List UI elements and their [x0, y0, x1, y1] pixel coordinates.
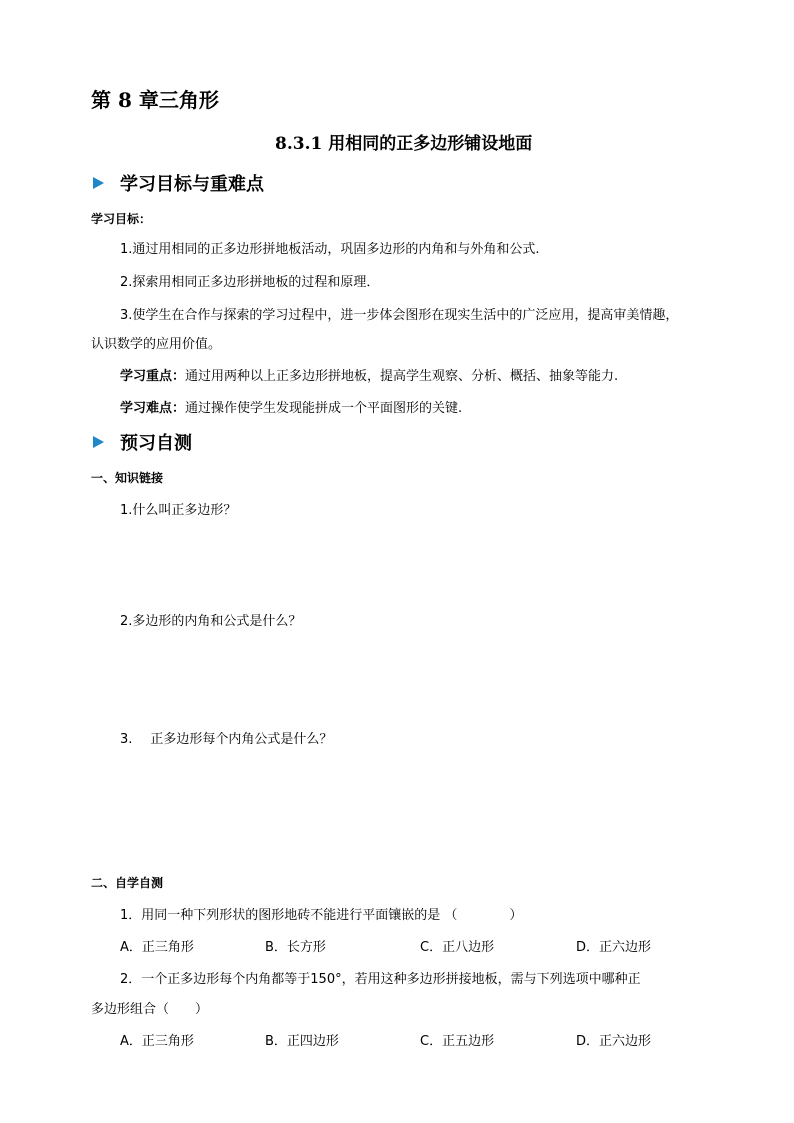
goal-item-2: 2.探索用相同正多边形拼地板的过程和原理． — [120, 275, 380, 290]
goals-section-heading — [93, 170, 264, 196]
q1-option-b: B．长方形 — [265, 940, 326, 955]
knowledge-question-3-text: 正多边形每个内角公式是什么？ — [150, 732, 333, 747]
q2-option-c: C．正五边形 — [420, 1034, 495, 1049]
self-test-question-2-line-2: 多边形组合（ ） — [91, 1002, 209, 1017]
q2-option-b: B．正四边形 — [265, 1034, 339, 1049]
goals-label: 学习目标： — [91, 212, 152, 226]
goal-item-3-line-1: 3.使学生在合作与探索的学习过程中，进一步体会图形在现实生活中的广泛应用，提高审美情趣， — [120, 308, 679, 323]
self-test-question-1: 1．用同一种下列形状的图形地砖不能进行平面镶嵌的是 （ ） — [120, 908, 523, 923]
preview-heading-text: 预习自测 — [120, 433, 192, 454]
q1-option-c: C．正八边形 — [420, 940, 495, 955]
knowledge-question-1: 1.什么叫正多边形？ — [120, 503, 237, 518]
key-point-label: 学习重点： — [120, 369, 186, 384]
difficult-point-text: 通过操作使学生发现能拼成一个平面图形的关键. — [185, 401, 463, 416]
preview-section-heading — [93, 429, 192, 455]
knowledge-question-3 — [120, 728, 332, 747]
q1-option-a: A．正三角形 — [120, 940, 194, 955]
difficult-point — [120, 397, 462, 416]
q2-option-a: A．正三角形 — [120, 1034, 194, 1049]
goal-item-3-line-2: 认识数学的应用价值。 — [91, 337, 222, 352]
triangle-bullet-icon — [93, 436, 104, 448]
self-test-heading: 二、自学自测 — [91, 876, 164, 890]
lesson-title: 8.3.1 用相同的正多边形铺设地面 — [275, 134, 533, 154]
knowledge-heading: 一、知识链接 — [91, 471, 164, 485]
key-point — [120, 365, 618, 384]
goal-item-1: 1.通过用相同的正多边形拼地板活动，巩固多边形的内角和与外角和公式. — [120, 242, 540, 257]
knowledge-question-2: 2.多边形的内角和公式是什么？ — [120, 614, 302, 629]
knowledge-question-3-number: 3. — [120, 732, 133, 747]
difficult-point-label: 学习难点： — [120, 401, 186, 416]
q1-option-d: D．正六边形 — [576, 940, 652, 955]
triangle-bullet-icon — [93, 177, 104, 189]
key-point-text: 通过用两种以上正多边形拼地板，提高学生观察、分析、概括、抽象等能力. — [185, 369, 619, 384]
self-test-question-2-line-1: 2．一个正多边形每个内角都等于150°，若用这种多边形拼接地板，需与下列选项中哪种正 — [120, 972, 641, 987]
goals-heading-text: 学习目标与重难点 — [120, 174, 264, 195]
chapter-title: 第 8 章三角形 — [91, 88, 219, 112]
q2-option-d: D．正六边形 — [576, 1034, 652, 1049]
